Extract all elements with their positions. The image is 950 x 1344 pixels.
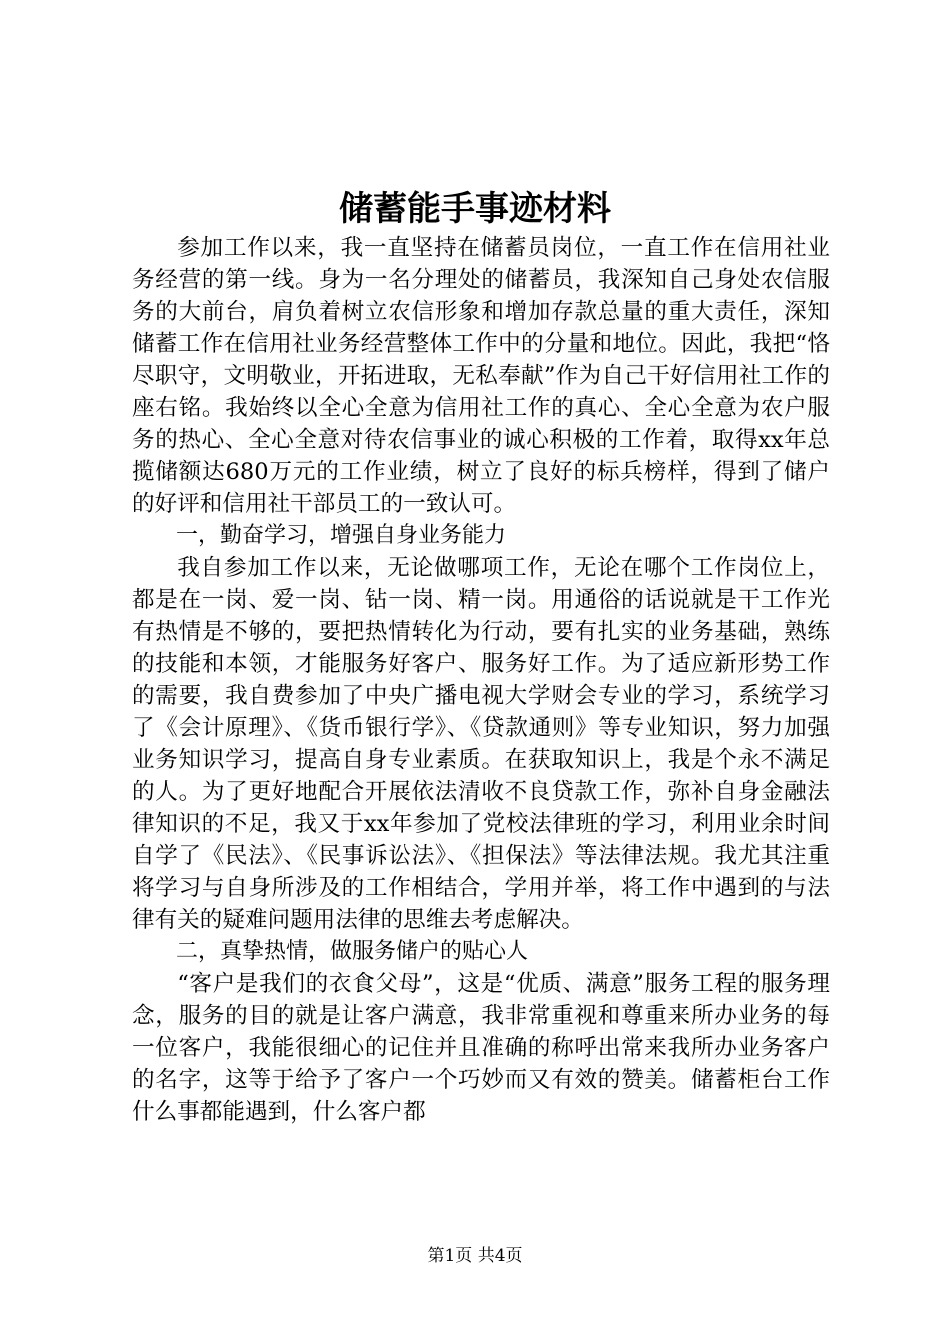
paragraph-service: “客户是我们的衣食父母”，这是“优质、满意”服务工程的服务理念，服务的目的就是让客户满意，我非常重视和尊重来所办业务的每一位客户，我能很细心的记住并且准确的称呼出常来我所办业务客户的名字，这等于给予了客户一个巧妙而又有效的赞美。储蓄柜台工作什么事都能遇到，什么客户都	[132, 971, 830, 1125]
paragraph-study: 我自参加工作以来，无论做哪项工作，无论在哪个工作岗位上，都是在一岗、爱一岗、钻一岗、精一岗。用通俗的话说就是干工作光有热情是不够的，要把热情转化为行动，要有扎实的业务基础，熟练的技能和本领，才能服务好客户、服务好工作。为了适应新形势工作的需要，我自费参加了中央广播电视大学财会专业的学习，系统学习了《会计原理》、《货币银行学》、《贷款通则》等专业知识，努力加强业务知识学习，提高自身专业素质。在获取知识上，我是个永不满足的人。为了更好地配合开展依法清收不良贷款工作，弥补自身金融法律知识的不足，我又于xx年参加了党校法律班的学习，利用业余时间自学了《民法》、《民事诉讼法》、《担保法》等法律法规。我尤其注重将学习与自身所涉及的工作相结合，学用并举，将工作中遇到的与法律有关的疑难问题用法律的思维去考虑解决。	[132, 555, 830, 933]
page-footer: 第1页 共4页	[427, 1246, 523, 1266]
document-title: 储蓄能手事迹材料	[339, 189, 611, 229]
document-body	[132, 232, 830, 1128]
paragraph-intro: 参加工作以来，我一直坚持在储蓄员岗位，一直工作在信用社业务经营的第一线。身为一名分理处的储蓄员，我深知自己身处农信服务的大前台，肩负着树立农信形象和增加存款总量的重大责任，深知储蓄工作在信用社业务经营整体工作中的分量和地位。因此，我把“恪尽职守，文明敬业，开拓进取，无私奉献”作为自己干好信用社工作的座右铭。我始终以全心全意为信用社工作的真心、全心全意为农户服务的热心、全心全意对待农信事业的诚心积极的工作着，取得xx年总揽储额达680万元的工作业绩，树立了良好的标兵榜样，得到了储户的好评和信用社干部员工的一致认可。	[132, 235, 830, 517]
section-heading-2: 二，真挚热情，做服务储户的贴心人	[176, 939, 529, 964]
section-heading-1: 一，勤奋学习，增强自身业务能力	[176, 523, 507, 548]
